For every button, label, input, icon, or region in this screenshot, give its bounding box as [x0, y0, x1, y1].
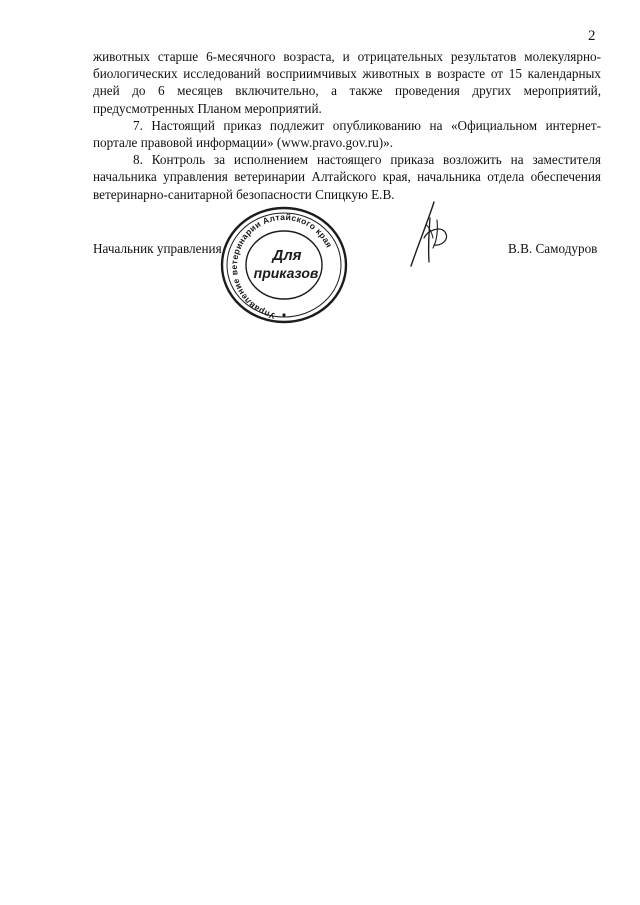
page-number: 2 — [588, 28, 596, 44]
stamp-ring-text: Управление ветеринарии Алтайского края — [228, 211, 335, 322]
handwritten-signature — [396, 196, 458, 276]
stamp-center-line-1: Для — [272, 247, 302, 264]
body-text — [93, 48, 601, 203]
signer-name: В.В. Самодуров — [508, 241, 598, 256]
paragraph-item-7: 7. Настоящий приказ подлежит опубликованию на «Официальном интернет-портале правовой информации» (www.pravo.gov.ru)». — [93, 117, 601, 151]
signer-position: Начальник управления — [93, 241, 222, 256]
paragraph-item-8: 8. Контроль за исполнением настоящего приказа возложить на заместителя начальника управления ветеринарии Алтайского края, начальника отдела обеспечения ветеринарно-санитарной безопасности Спицкую Е.В. — [93, 152, 601, 202]
official-stamp — [213, 202, 355, 328]
paragraph-continuation: животных старше 6-месячного возраста, и отрицательных результатов молекулярно-биологических исследований восприимчивых животных в возрасте от 15 календарных дней до 6 месяцев включительно, а также проведения других мероприятий, предусмотренных Планом мероприятий. — [93, 49, 601, 116]
stamp-center-line-2: приказов — [253, 265, 319, 281]
